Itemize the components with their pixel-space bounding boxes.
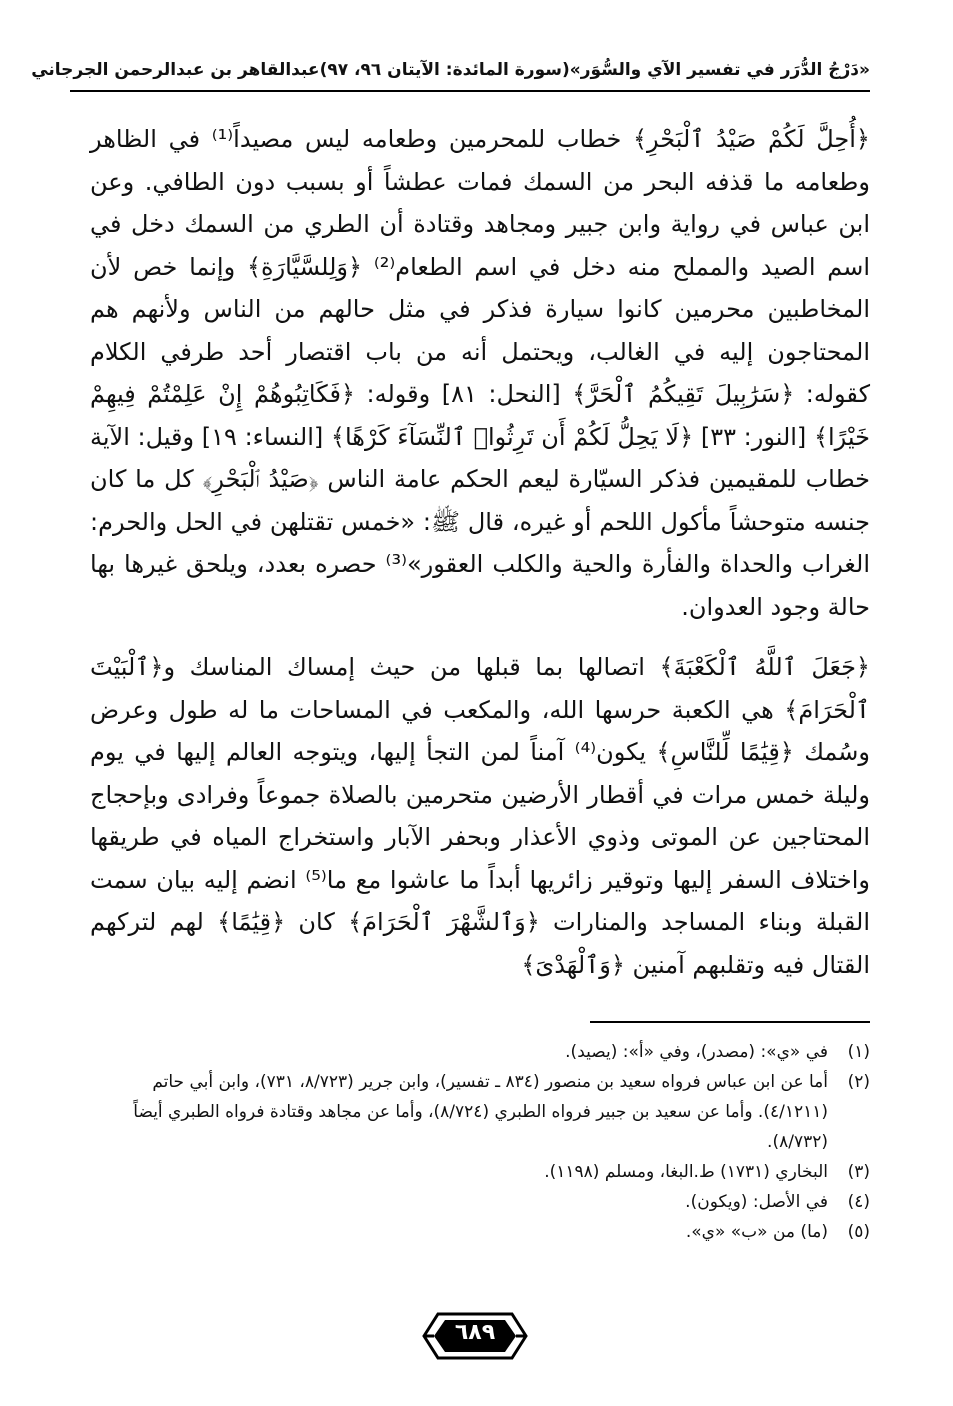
main-text (90, 118, 870, 986)
page-number-ornament (420, 1308, 530, 1364)
footnote-text: (ما) من «ب» «ي». (685, 1222, 828, 1242)
author-name: عبدالقاهر بن عبدالرحمن الجرجاني (31, 60, 320, 80)
footnote-divider (590, 1021, 870, 1023)
running-header (31, 50, 870, 92)
footnote-number: (١) (847, 1042, 870, 1062)
page-number: ٦٨٩ (454, 1320, 496, 1345)
footnote (90, 1067, 870, 1157)
footnote-number: (٣) (847, 1162, 870, 1182)
footnote (90, 1217, 870, 1247)
surah-section: (سورة المائدة: الآيتان ٩٦، ٩٧) (319, 60, 570, 80)
footnote-text: في الأصل: (ويكون). (685, 1192, 828, 1212)
footnote (90, 1157, 870, 1187)
book-title: «دَرْجُ الدُّرَر في تفسير الآي والسُّوَر» (569, 60, 870, 80)
footnote-text: في «ي»: (مصدر)، وفي «أ»: (يصيد). (565, 1042, 828, 1062)
footnote-text: أما عن ابن عباس فرواه سعيد بن منصور (٨٣٤ ـ تفسير)، وابن جرير (٨/٧٢٣، ٧٣١)، وابن أبي حاتم (٤/١٢١١). وأما عن سعيد بن جبير فرواه الطبري (٨/٧٢٤)، وأما عن مجاهد وقتادة فرواه الطبري أيضاً (٨/٧٣٢). (133, 1072, 828, 1152)
footnote (90, 1037, 870, 1067)
footnote-number: (٤) (847, 1192, 870, 1212)
footnote-number: (٥) (847, 1222, 870, 1242)
paragraph: ﴿أُحِلَّ لَكُمْ صَيْدُ ٱلْبَحْرِ﴾ خطاب للمحرمين وطعامه ليس مصيداً⁽¹⁾ في الظاهر وطعامه ما قذفه البحر من السمك فمات عطشاً أو بسبب دون الطافي. وعن ابن عباس في رواية وابن جبير ومجاهد وقتادة أن الطري من السمك دخل في اسم الصيد والمملح منه دخل في اسم الطعام⁽²⁾ ﴿وَلِلسَّيَّارَةِ﴾ وإنما خص لأن المخاطبين محرمين كانوا سيارة فذكر في مثل حالهم من الناس ولأنهم هم المحتاجون إليه في الغالب، ويحتمل أنه من باب اقتصار أحد طرفي الكلام كقوله: ﴿سَرَٰبِيلَ تَقِيكُمُ ٱلْحَرَّ﴾ [النحل: ٨١] وقوله: ﴿فَكَاتِبُوهُمْ إِنْ عَلِمْتُمْ فِيهِمْ خَيْرًا﴾ [النور: ٣٣] ﴿لَا يَحِلُّ لَكُمْ أَن تَرِثُوا۟ ٱلنِّسَآءَ كَرْهًا﴾ [النساء: ١٩] وقيل: الآية خطاب للمقيمين فذكر السيّارة ليعم الحكم عامة الناس ﴿صَيْدُ ٱلْبَحْرِ﴾ كل ما كان جنسه متوحشاً مأكول اللحم أو غيره، قال ﷺ: «خمس تقتلهن في الحل والحرم: الغراب والحداة والفأرة والحية والكلب العقور»⁽³⁾ حصره بعدد، ويلحق غيرها بها حالة وجود العدوان. (90, 125, 871, 621)
footnote-number: (٢) (847, 1072, 870, 1092)
paragraph: ﴿جَعَلَ ٱللَّهُ ٱلْكَعْبَةَ﴾ اتصالها بما قبلها من حيث إمساك المناسك و﴿ٱلْبَيْتَ ٱلْحَرَامَ﴾ هي الكعبة حرسها الله، والمكعب في المساحات ما له طول وعرض وسُمك ﴿قِيَٰمًا لِّلنَّاسِ﴾ يكون⁽⁴⁾ آمناً لمن التجأ إليها، ويتوجه العالم إليها في يوم وليلة خمس مرات في أقطار الأرضين متحرمين بالصلاة جموعاً وفرادى وبإحجاج المحتاجين عن الموتى وذوي الأعذار وبحفر الآبار واستخراج المياه في طريقها واختلاف السفر إليها وتوقير زائريها أبداً ما عاشوا مع ما⁽⁵⁾ انضم إليه بيان سمت القبلة وبناء المساجد والمنارات ﴿وَٱلشَّهْرَ ٱلْحَرَامَ﴾ كان ﴿قِيَٰمًا﴾ لهم لتركهم القتال فيه وتقلبهم آمنين ﴿وَٱلْهَدْىَ﴾ (90, 653, 870, 979)
footnotes (90, 1037, 870, 1247)
footnote-text: البخاري (١٧٣١) ط.البغا، ومسلم (١١٩٨). (544, 1162, 828, 1182)
footnote (90, 1187, 870, 1217)
